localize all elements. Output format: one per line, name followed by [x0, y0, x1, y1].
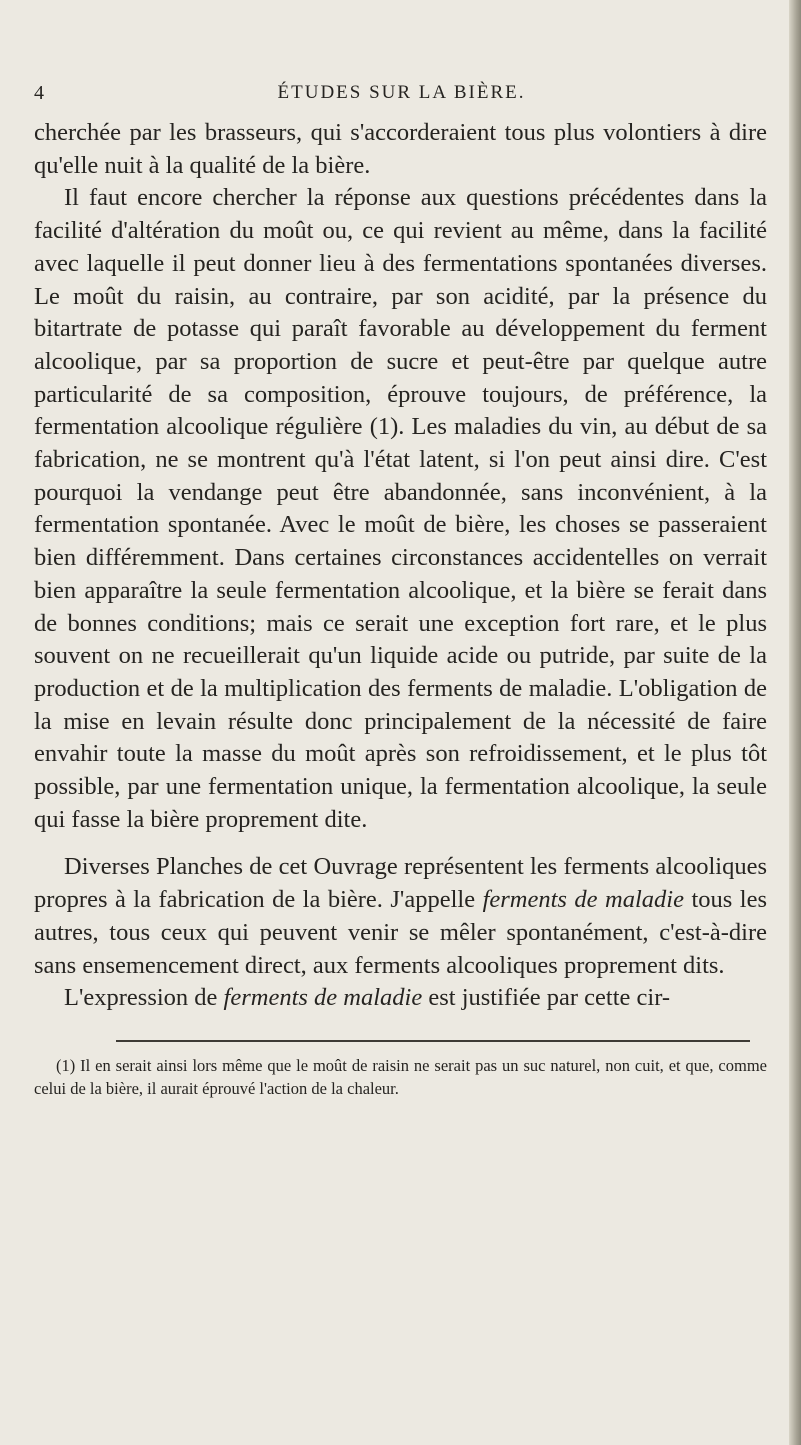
page-number: 4 — [34, 82, 45, 104]
footnote-text: (1) Il en serait ainsi lors même que le moût de raisin ne serait pas un suc naturel, non cuit, et que, comme celui de la bière, il aurait éprouvé l'action de la chaleur. — [34, 1056, 767, 1098]
footnote — [34, 1054, 767, 1100]
main-text — [34, 117, 767, 1015]
italic-term: ferments de maladie — [482, 886, 684, 914]
page-header — [34, 82, 769, 112]
paragraph-planches-end: tous les autres, tous ceux qui peuvent venir se mêler spontanément, c'est-à-dire sans ensemencement direct, aux ferments alcooliques proprement dits. — [34, 886, 767, 979]
italic-term: ferments de maladie — [223, 984, 423, 1012]
paragraph-expression — [34, 982, 767, 1015]
page-edge-shadow — [789, 0, 801, 1445]
paragraph-fermentation: Il faut encore chercher la réponse aux questions précédentes dans la facilité d'altération du moût ou, ce qui revient au même, dans la facilité avec laquelle il peut donner lieu à des fermentations spontanées diverses. Le moût du raisin, au contraire, par son acidité, par la présence du bitartrate de potasse qui paraît favorable au développement du ferment alcoolique, par sa proportion de sucre et peut-être par quelque autre particularité de sa composition, éprouve toujours, de préférence, la fermentation alcoolique régulière (1). Les maladies du vin, au début de sa fabrication, ne se montrent qu'à l'état latent, si l'on peut ainsi dire. C'est pourquoi la vendange peut être abandonnée, sans inconvénient, à la fermentation spontanée. Avec le moût de bière, les choses se passeraient bien différemment. Dans certaines circonstances accidentelles on verrait bien apparaître la seule fermentation alcoolique, et la bière se ferait dans de bonnes conditions; mais ce serait une exception fort rare, et le plus souvent on ne recueillerait qu'un liquide acide ou putride, par suite de la production et de la multiplication des ferments de maladie. L'obligation de la mise en levain résulte donc principalement de la nécessité de faire envahir toute la masse du moût après son refroidissement, et le plus tôt possible, par une fermentation unique, la fermentation alcoolique, la seule qui fasse la bière proprement dite. — [34, 184, 767, 833]
running-title: ÉTUDES SUR LA BIÈRE. — [277, 82, 526, 103]
paragraph-expression-start: L'expression de — [64, 984, 224, 1012]
footnote-divider — [116, 1040, 750, 1042]
paragraph-planches-start: Diverses Planches de cet Ouvrage représentent les ferments alcooliques propres à la fabrication de la bière. J'appelle — [34, 853, 767, 914]
paragraph-continuation: cherchée par les brasseurs, qui s'accorderaient tous plus volontiers à dire qu'elle nuit à la qualité de la bière. — [34, 119, 767, 179]
paragraph-planches — [34, 851, 767, 982]
paragraph-expression-end: est justifiée par cette cir- — [422, 984, 671, 1012]
